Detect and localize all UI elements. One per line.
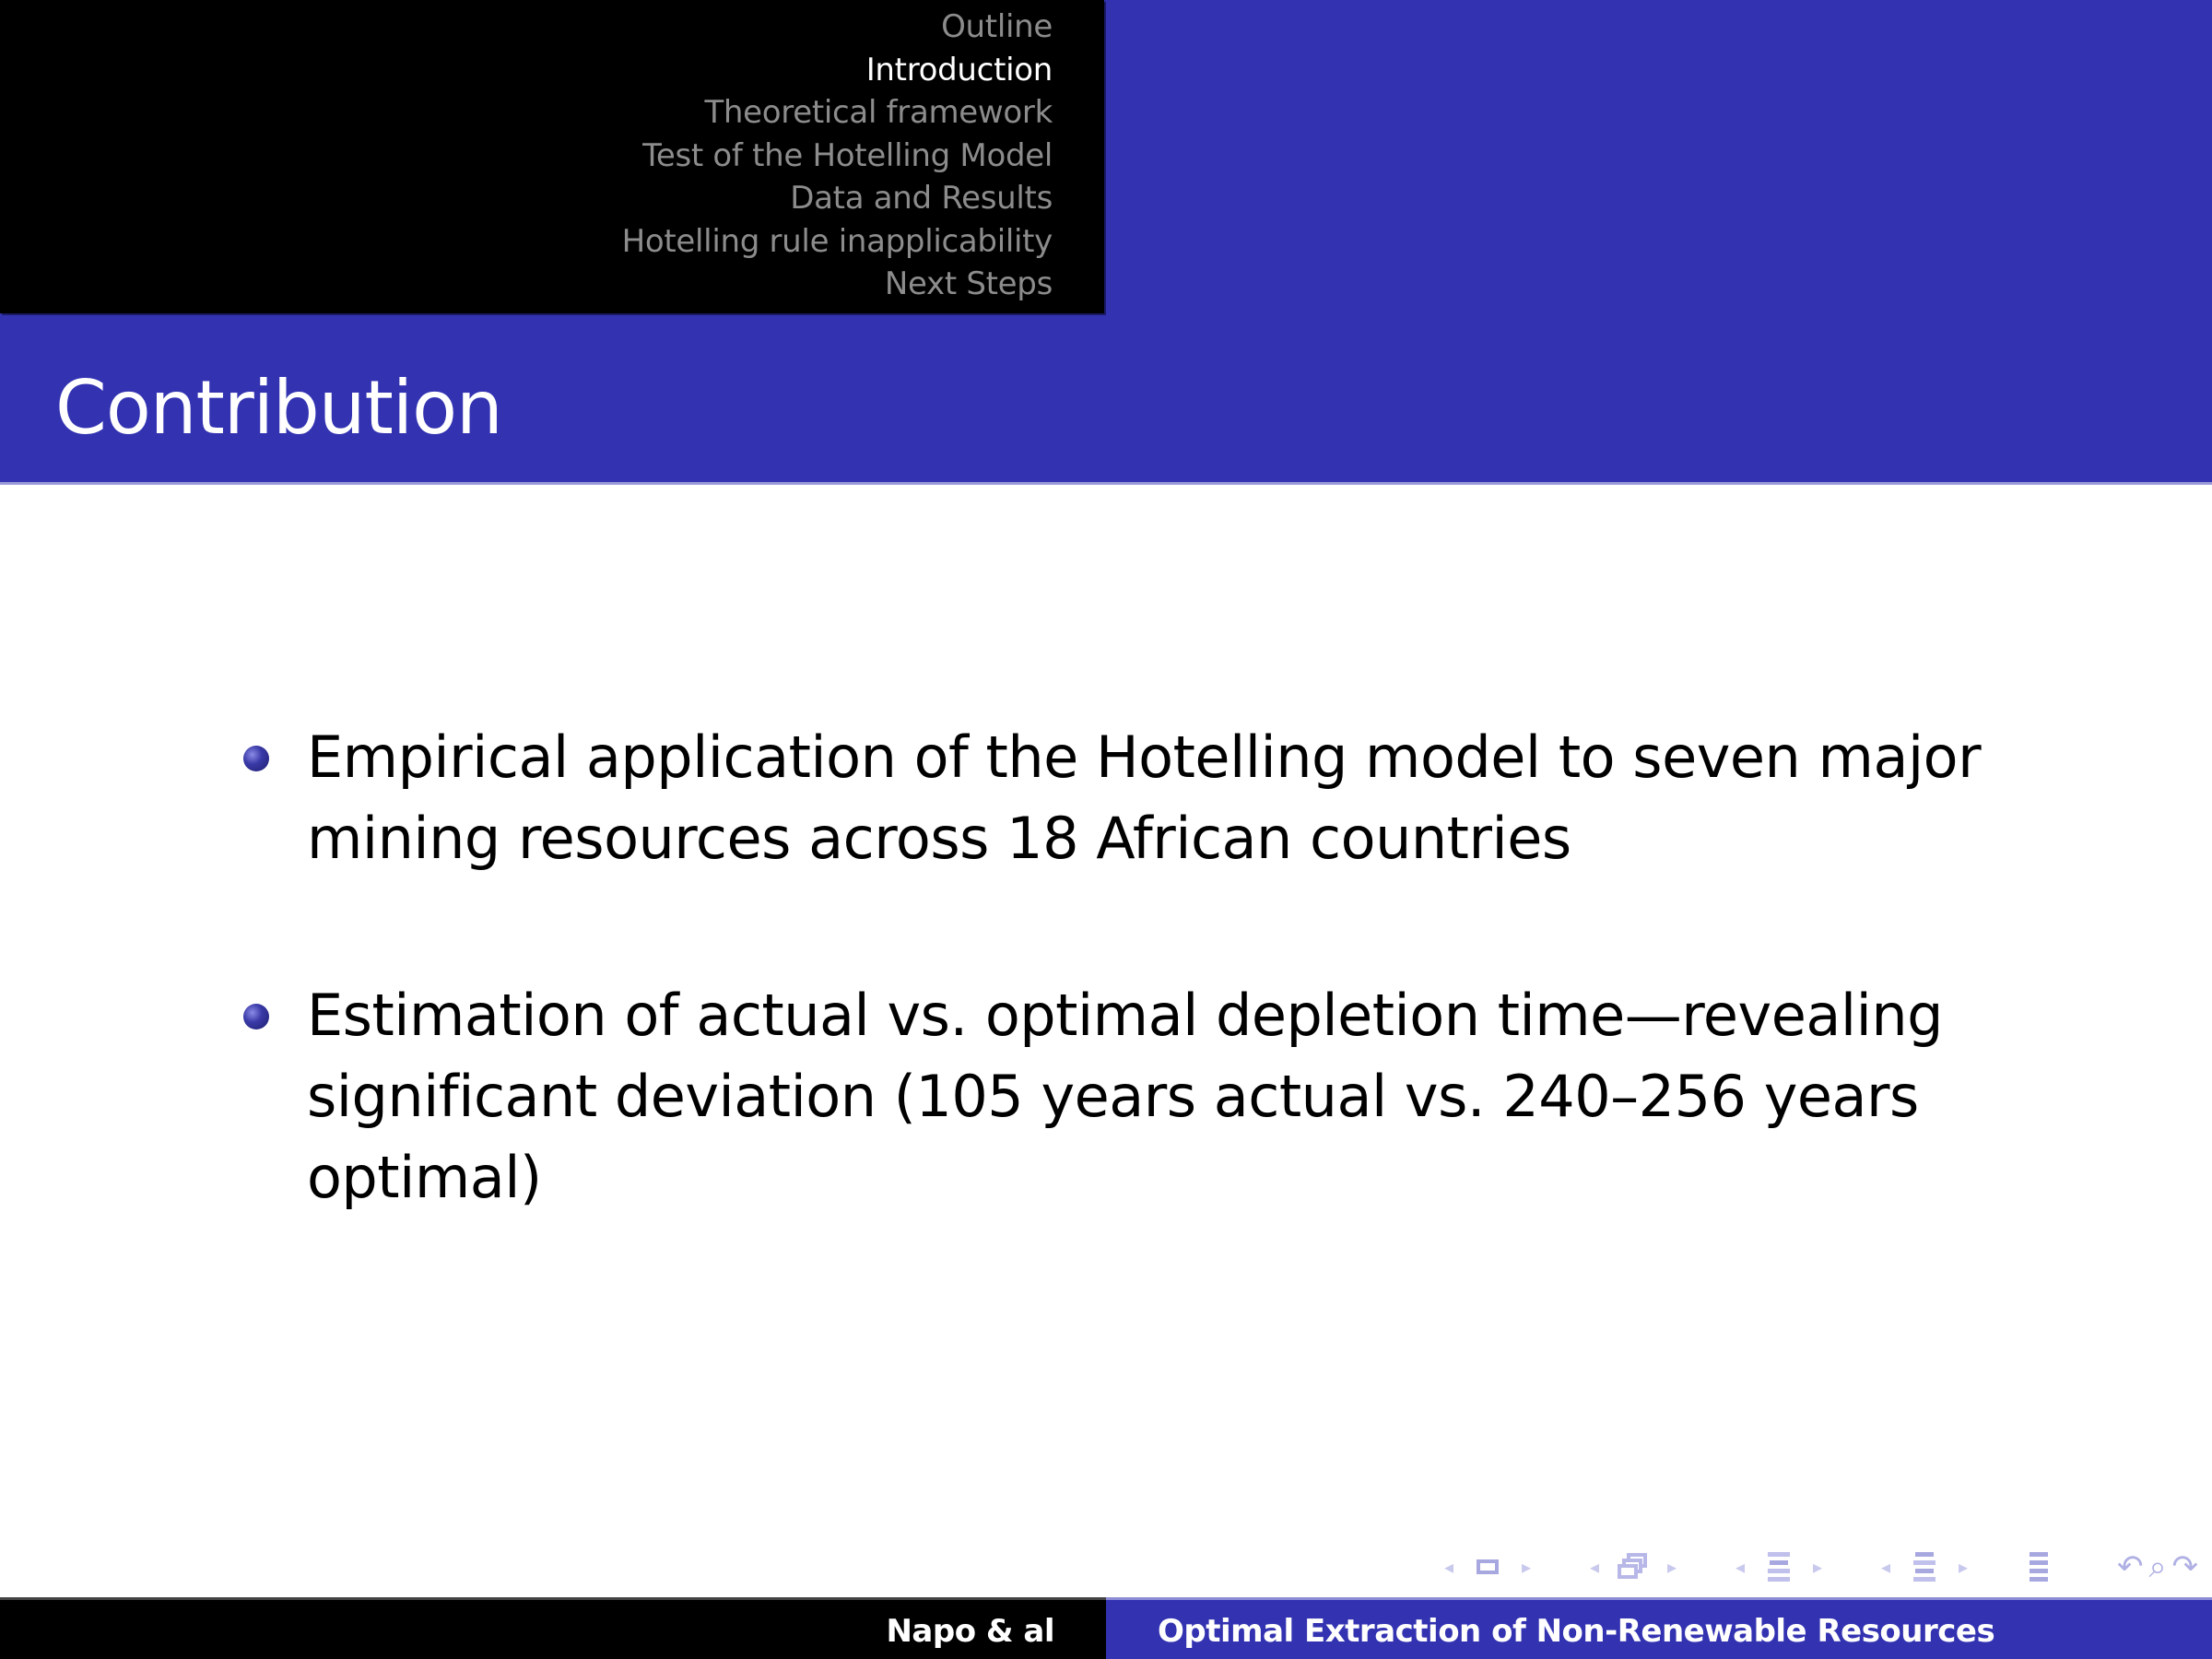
nav-section-test-hotelling-model[interactable]: Test of the Hotelling Model: [642, 136, 1053, 174]
nav-section-introduction[interactable]: Introduction: [865, 51, 1053, 88]
footer-author: Napo & al: [886, 1613, 1054, 1650]
nav-section-hotelling-inapplicability[interactable]: Hotelling rule inapplicability: [621, 222, 1053, 260]
nav-section-theoretical-framework[interactable]: Theoretical framework: [704, 94, 1053, 131]
bullet-item: [307, 717, 2058, 879]
section-list: [622, 6, 1053, 306]
section-navigation: [0, 0, 1104, 313]
prev-section-arrow-icon[interactable]: ◂: [1735, 1556, 1746, 1578]
undo-icon[interactable]: ↶: [2117, 1548, 2144, 1585]
footer-title-box: [1106, 1597, 2212, 1659]
subsection-list-icon[interactable]: [1901, 1548, 1947, 1585]
frame-title: Contribution: [55, 365, 502, 451]
bullet-text: Estimation of actual vs. optimal depletion time—revealing significant deviation (105 years actual vs. 240–256 years optimal): [307, 982, 1943, 1211]
footer-title: Optimal Extraction of Non-Renewable Resources: [1158, 1613, 1995, 1650]
header-band: [0, 0, 2212, 485]
nav-section-next-steps[interactable]: Next Steps: [884, 265, 1053, 302]
nav-section-outline[interactable]: Outline: [941, 8, 1053, 45]
next-document-arrow-icon[interactable]: ▸: [1958, 1556, 1969, 1578]
search-icon[interactable]: ⌕: [2148, 1548, 2167, 1585]
beamer-navigation-symbols: [1433, 1548, 2198, 1585]
prev-subsection-arrow-icon[interactable]: ◂: [1589, 1556, 1600, 1578]
prev-frame-arrow-icon[interactable]: ◂: [1443, 1556, 1454, 1578]
bullet-ball-icon: [243, 746, 269, 771]
prev-document-arrow-icon[interactable]: ◂: [1880, 1556, 1891, 1578]
next-section-arrow-icon[interactable]: ▸: [1812, 1556, 1823, 1578]
subsection-icon[interactable]: [1610, 1548, 1656, 1585]
bullet-text: Empirical application of the Hotelling model to seven major mining resources across 18 African countries: [307, 724, 1982, 872]
section-icon[interactable]: [1756, 1548, 1802, 1585]
next-subsection-arrow-icon[interactable]: ▸: [1666, 1556, 1677, 1578]
redo-icon[interactable]: ↷: [2171, 1548, 2199, 1585]
nav-section-data-results[interactable]: Data and Results: [790, 180, 1053, 217]
footer: [0, 1597, 2212, 1659]
bullet-item: [307, 975, 2058, 1218]
footer-author-box: [0, 1597, 1106, 1659]
frame-icon[interactable]: [1465, 1548, 1511, 1585]
search-tools: [2117, 1548, 2198, 1585]
appendix-icon[interactable]: [2016, 1548, 2062, 1585]
next-frame-arrow-icon[interactable]: ▸: [1521, 1556, 1532, 1578]
bullet-ball-icon: [243, 1004, 269, 1030]
